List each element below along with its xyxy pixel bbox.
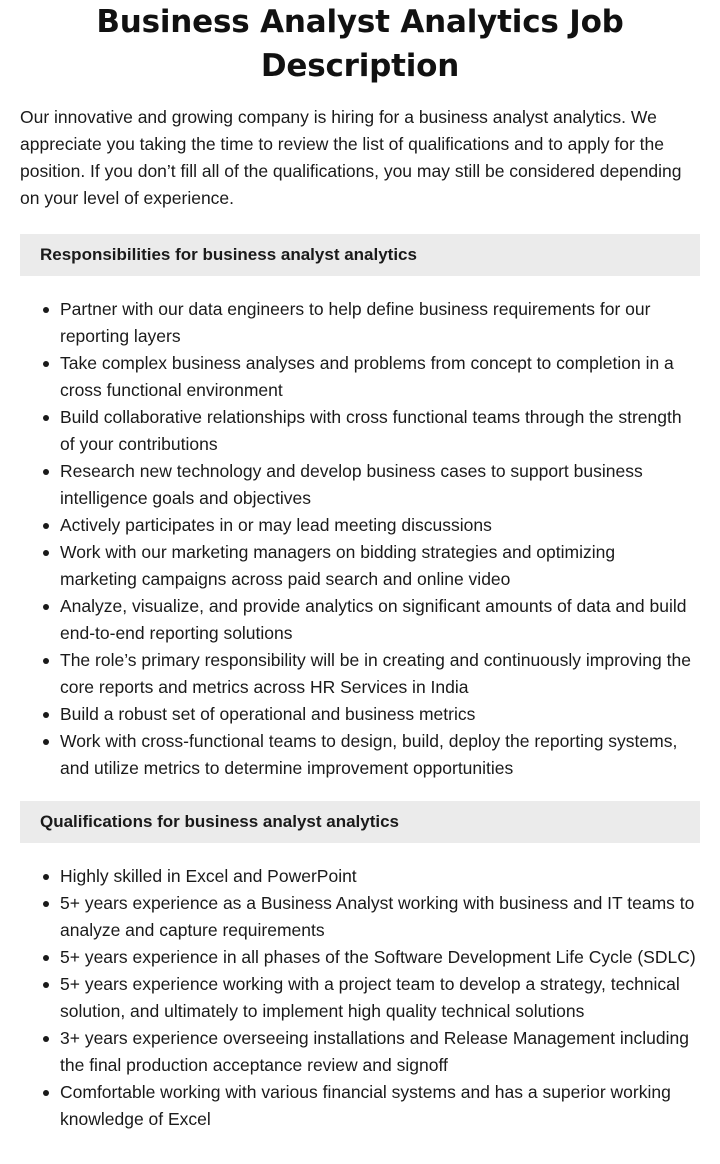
list-item: Work with cross-functional teams to design, build, deploy the reporting systems, and utilize metrics to determine improvement opportunities — [60, 728, 696, 782]
list-item: Build collaborative relationships with cross functional teams through the strength of your contributions — [60, 404, 696, 458]
list-item: Research new technology and develop business cases to support business intelligence goals and objectives — [60, 458, 696, 512]
qualifications-list — [20, 863, 700, 1133]
list-item: Actively participates in or may lead meeting discussions — [60, 512, 696, 539]
list-item: Comfortable working with various financial systems and has a superior working knowledge of Excel — [60, 1079, 696, 1133]
page-title: Business Analyst Analytics Job Description — [96, 4, 624, 84]
list-item: Work with our marketing managers on bidding strategies and optimizing marketing campaigns across paid search and online video — [60, 539, 696, 593]
list-item: 5+ years experience working with a project team to develop a strategy, technical solution, and ultimately to implement high quality technical solutions — [60, 971, 696, 1025]
list-item: Take complex business analyses and problems from concept to completion in a cross functional environment — [60, 350, 696, 404]
list-item: Highly skilled in Excel and PowerPoint — [60, 863, 696, 890]
list-item: Build a robust set of operational and business metrics — [60, 701, 696, 728]
intro-paragraph: Our innovative and growing company is hiring for a business analyst analytics. We appreciate you taking the time to review the list of qualifications and to apply for the position. If you don’t fill all of the qualifications, you may still be considered depending on your level of experience. — [20, 107, 682, 208]
list-item: 5+ years experience as a Business Analyst working with business and IT teams to analyze and capture requirements — [60, 890, 696, 944]
responsibilities-list — [20, 296, 700, 782]
list-item: 3+ years experience overseeing installations and Release Management including the final production acceptance review and signoff — [60, 1025, 696, 1079]
list-item: Partner with our data engineers to help define business requirements for our reporting layers — [60, 296, 696, 350]
qualifications-heading: Qualifications for business analyst analytics — [20, 801, 700, 843]
list-item: 5+ years experience in all phases of the Software Development Life Cycle (SDLC) — [60, 944, 696, 971]
list-item: Analyze, visualize, and provide analytics on significant amounts of data and build end-to-end reporting solutions — [60, 593, 696, 647]
list-item: The role’s primary responsibility will be in creating and continuously improving the core reports and metrics across HR Services in India — [60, 647, 696, 701]
responsibilities-heading: Responsibilities for business analyst analytics — [20, 234, 700, 276]
